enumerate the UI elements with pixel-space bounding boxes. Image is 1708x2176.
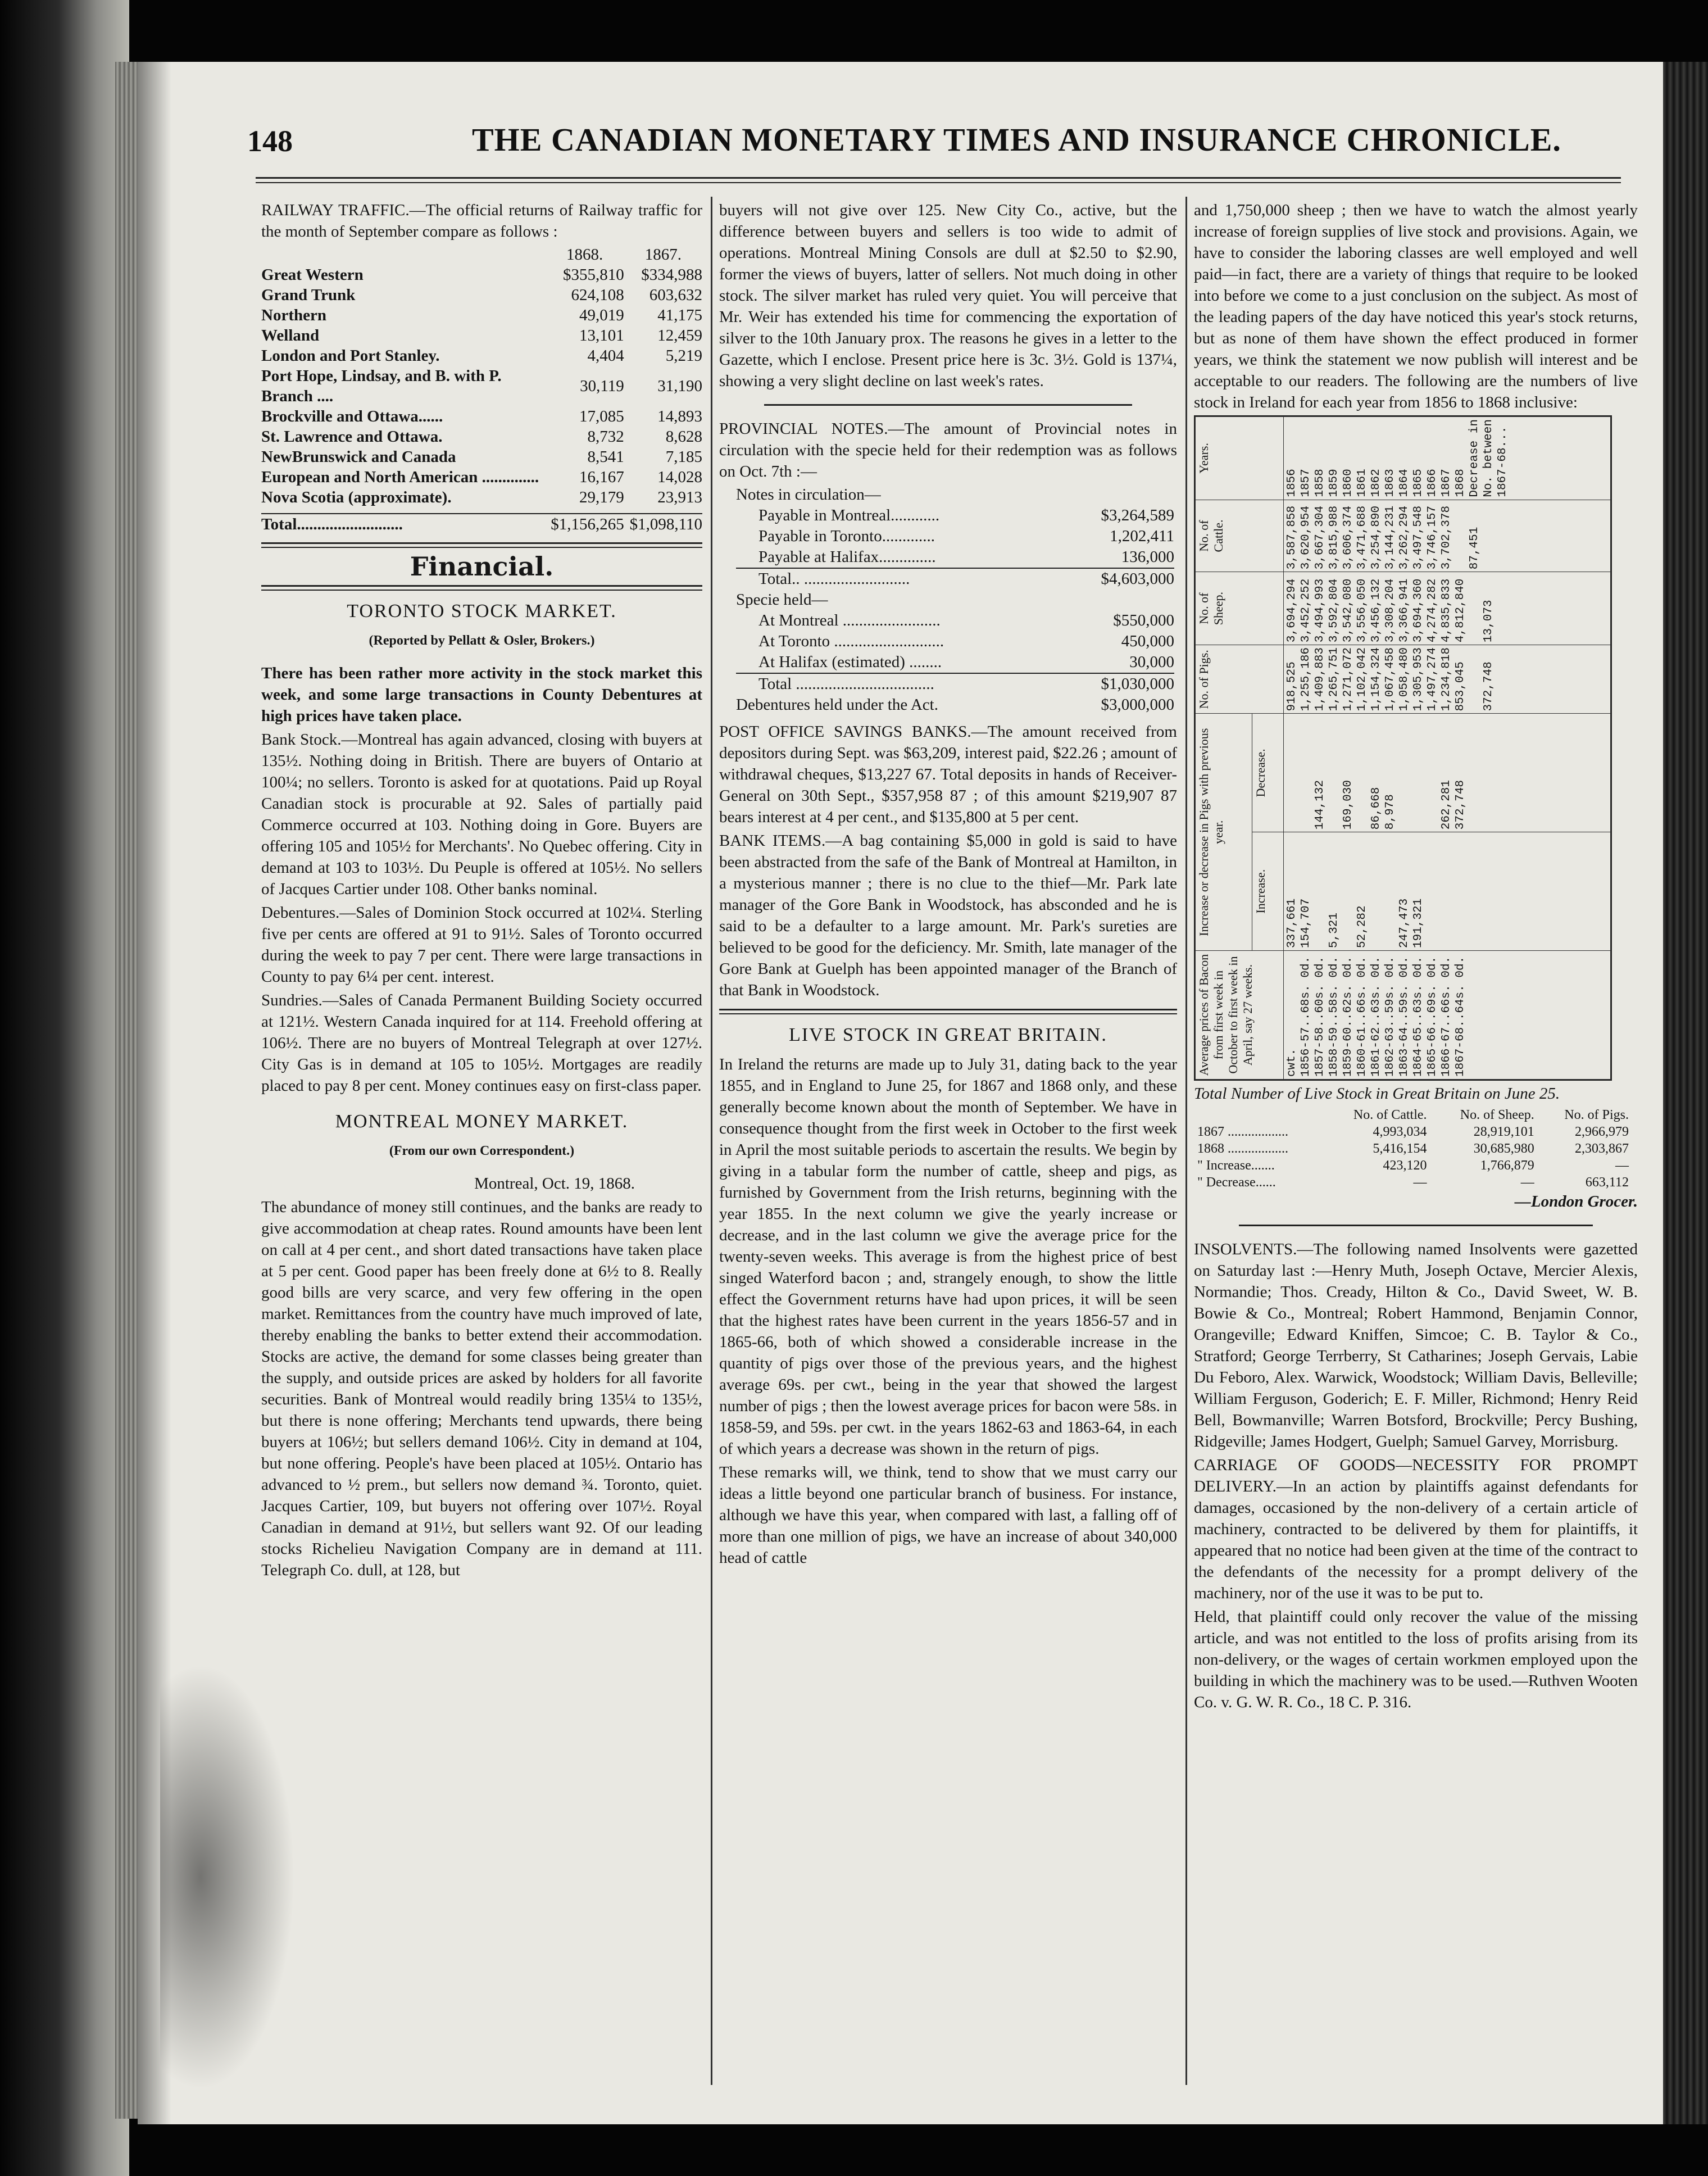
page-stack-right bbox=[1660, 62, 1708, 2124]
gb-pigs: 663,112 bbox=[1585, 1175, 1629, 1190]
debentures-label: Debentures held under the Act. bbox=[736, 696, 938, 714]
gb-livestock-table bbox=[1194, 1107, 1632, 1191]
ledger-row bbox=[736, 652, 1174, 673]
traffic-1867: 12,459 bbox=[657, 327, 702, 344]
traffic-1867: 603,632 bbox=[649, 286, 702, 304]
gb-head-cattle: No. of Cattle. bbox=[1353, 1108, 1427, 1122]
traffic-header-1868: 1868. bbox=[566, 246, 603, 264]
traffic-line-name: London and Port Stanley. bbox=[261, 347, 440, 365]
traffic-line-name: Nova Scotia (approximate). bbox=[261, 488, 452, 506]
masthead-title: THE CANADIAN MONETARY TIMES AND INSURANCE CHRONICLE. bbox=[472, 121, 1561, 158]
railway-traffic-table bbox=[261, 244, 702, 534]
notes-total-value: $4,603,000 bbox=[1101, 570, 1174, 588]
traffic-total-1867: $1,098,110 bbox=[629, 515, 702, 533]
live-stock-heading: LIVE STOCK IN GREAT BRITAIN. bbox=[789, 1024, 1107, 1045]
gb-row-label: " Decrease...... bbox=[1197, 1175, 1276, 1190]
debentures-value: $3,000,000 bbox=[1101, 696, 1174, 714]
ornament-rule bbox=[764, 404, 1132, 406]
montreal-continued: buyers will not give over 125. New City Co., active, but the difference between buyers and sellers is too wide to admit of operations. Montreal Mining Consols are dull at $2.50 to $2.90, former the views of buyers, latter of sellers. Not much doing in other stock. The silver market has ruled very quiet. You will perceive that Mr. Weir has extended his time for commencing the exportation of silver to the 10th January prox. The reasons he gives in a letter to the Gazette, which I enclose. Present price here is 3c. 3½. Gold is 137¼, showing a very slight decline on last week's rates. bbox=[719, 201, 1177, 390]
traffic-row bbox=[261, 325, 702, 346]
traffic-row bbox=[261, 467, 702, 487]
col-cattle: 3,587,858 3,620,954 3,667,304 3,815,988 3,606,374 3,471,688 3,254,890 3,144,231 3,262,294 3,497,548 3,746,157 3,702,378 87,451 bbox=[1283, 500, 1610, 572]
col-increase: 337,661 154,707 5,321 52,282 247,473 191,321 bbox=[1283, 832, 1610, 951]
gb-row bbox=[1194, 1140, 1632, 1157]
held: Held, that plaintiff could only recover the value of the missing article, and was not entitled to the loss of profits arising from its non-delivery, or the wages of certain workmen employed upon the building in which the machinery was to be used.—Ruthven Wooten Co. v. G. W. R. Co., 18 C. P. 316. bbox=[1194, 1608, 1638, 1711]
traffic-row bbox=[261, 265, 702, 285]
ledger-label: Payable at Halifax.............. bbox=[758, 548, 936, 566]
specie-rows bbox=[736, 610, 1174, 673]
traffic-1868: 13,101 bbox=[579, 327, 624, 344]
traffic-1868: 17,085 bbox=[579, 407, 624, 425]
ledger-label: At Montreal ........................ bbox=[758, 611, 941, 629]
toronto-para-1: There has been rather more activity in the stock market this week, and some large transactions in County Debentures at high prices have taken place. bbox=[261, 664, 702, 725]
column-divider bbox=[711, 197, 712, 2085]
ledger-row bbox=[736, 610, 1174, 631]
traffic-row bbox=[261, 366, 702, 406]
traffic-line-name: Grand Trunk bbox=[261, 286, 356, 304]
traffic-row bbox=[261, 346, 702, 366]
gb-row bbox=[1194, 1174, 1632, 1191]
gb-sheep: — bbox=[1520, 1175, 1534, 1190]
ledger-row bbox=[736, 505, 1174, 526]
toronto-stock-heading: TORONTO STOCK MARKET. bbox=[347, 601, 617, 622]
th-years: Years. bbox=[1196, 417, 1284, 500]
financial-heading: Financial. bbox=[410, 551, 554, 582]
traffic-line-name: Great Western bbox=[261, 266, 364, 284]
section-rule bbox=[261, 585, 702, 591]
traffic-row bbox=[261, 305, 702, 325]
gb-source: —London Grocer. bbox=[1514, 1193, 1638, 1211]
ledger-row bbox=[736, 526, 1174, 547]
montreal-para-1: The abundance of money still continues, and the banks are ready to give accommodation at cheap rates. Round amounts have been lent on call at 4 per cent., and short dated transactions have taken place at 5 per cent. Good paper has been freely done at 6½ to 8. Really good bills are very scarce, and very few offering in the open market. Remittances from the country have much improved of late, thereby enabling the banks to better extend their accommodation. Stocks are active, the demand for some classes being greater than the supply, and outside prices are asked by holders for all favorite securities. Bank of Montreal would readily bring 135¼ to 135½, but there is none offering; Merchants tend upwards, there being buyers at 106½; but sellers demand 106½. City in demand at 104, but none offering. People's have been placed at 105½. Ontario has advanced to ½ prem., but sellers now demand ¾. Toronto, quiet. Jacques Cartier, 109, but buyers not offering over 107½. Royal Canadian in demand at 91½, but sellers want 92. Of our leading stocks Richelieu Navigation Company are in demand at 111. Telegraph Co. dull, at 128, but bbox=[261, 1198, 702, 1579]
th-decrease: Decrease. bbox=[1252, 714, 1283, 832]
traffic-line-name: European and North American .............. bbox=[261, 468, 539, 486]
traffic-1868: $355,810 bbox=[563, 266, 624, 284]
column-2 bbox=[719, 200, 1177, 1571]
traffic-line-name: Welland bbox=[261, 327, 320, 344]
traffic-line-name: Northern bbox=[261, 306, 326, 324]
ledger-label: At Toronto ........................... bbox=[758, 632, 944, 650]
gb-rows bbox=[1194, 1123, 1632, 1191]
traffic-1868: 8,732 bbox=[587, 428, 624, 446]
gb-row-label: 1868 .................. bbox=[1197, 1141, 1288, 1156]
traffic-row bbox=[261, 406, 702, 427]
gb-sheep: 30,685,980 bbox=[1473, 1141, 1534, 1156]
traffic-1868: 624,108 bbox=[571, 286, 624, 304]
traffic-1867: 41,175 bbox=[657, 306, 702, 324]
traffic-total-1868: $1,156,265 bbox=[551, 515, 624, 533]
ornament-rule bbox=[1239, 1225, 1593, 1226]
traffic-line-name: NewBrunswick and Canada bbox=[261, 448, 456, 466]
traffic-1868: 4,404 bbox=[587, 347, 624, 365]
specie-total-label: Total .................................. bbox=[758, 675, 934, 693]
ledger-value: 1,202,411 bbox=[1110, 527, 1174, 545]
col-pigs: 918,525 1,255,186 1,409,883 1,265,751 1,271,072 1,102,042 1,154,324 1,067,458 1,058,480 1,305,953 1,497,274 1,234,818 853,045 372,748 bbox=[1283, 645, 1610, 714]
traffic-1868: 29,179 bbox=[579, 488, 624, 506]
traffic-rows bbox=[261, 265, 702, 507]
ledger-value: $550,000 bbox=[1113, 611, 1174, 629]
header-rule bbox=[256, 177, 1621, 183]
avg-values: 1856-57..68s. 0d. 1857-58..60s. 0d. 1858-59..58s. 0d. 1859-60..62s. 0d. 1860-61..66s. 0d. 1861-62..63s. 0d. 1862-63..59s. 0d. 1863-64..59s. 0d. 1864-65..63s. 0d. 1865-66..69s. 0d. 1866-67..66s. 0d. 1867-68..64s. 0d. bbox=[1299, 956, 1467, 1077]
newspaper-page bbox=[138, 62, 1663, 2124]
cwt-label: cwt. bbox=[1285, 1048, 1298, 1077]
gb-row-label: 1867 .................. bbox=[1197, 1125, 1288, 1139]
th-pigs: No. of Pigs. bbox=[1196, 645, 1284, 714]
live-stock-continued: and 1,750,000 sheep ; then we have to watch the almost yearly increase of foreign supplies of live stock and provisions. Again, we have to consider the laboring classes are well employed and well paid—in fact, there are a variety of things that require to be looked into before we come to a just conclusion on the subject. As most of the leading papers of the day have noticed this year's stock returns, but as none of them have shown the effect produced in former years, we think the statement we now publish will interest and be acceptable to our readers. The following are the numbers of live stock in Ireland for each year from 1856 to 1868 inclusive: bbox=[1194, 201, 1638, 411]
traffic-1868: 30,119 bbox=[580, 377, 624, 395]
traffic-1867: 5,219 bbox=[665, 347, 702, 365]
traffic-1867: 7,185 bbox=[665, 448, 702, 466]
traffic-header-1867: 1867. bbox=[644, 246, 682, 264]
gb-cattle: 4,993,034 bbox=[1373, 1125, 1427, 1139]
traffic-1867: $334,988 bbox=[641, 266, 702, 284]
traffic-1867: 14,893 bbox=[657, 407, 702, 425]
specie-label: Specie held— bbox=[736, 591, 828, 609]
irish-livestock-table bbox=[1194, 415, 1612, 1081]
gb-row bbox=[1194, 1123, 1632, 1140]
toronto-para-3: Debentures.—Sales of Dominion Stock occurred at 102¼. Sterling five per cents are offered at 91 to 91½. Sales of Toronto occurred during the week to pay 7 per cent. There were large transactions in County to pay 6¼ per cent. interest. bbox=[261, 904, 702, 986]
provincial-notes-intro: PROVINCIAL NOTES.—The amount of Provincial notes in circulation with the specie held for their redemption was as follows on Oct. 7th :— bbox=[719, 420, 1177, 480]
traffic-row bbox=[261, 487, 702, 507]
live-stock-para-1: In Ireland the returns are made up to July 31, dating back to the year 1855, and in England to June 25, for 1867 and 1868 only, and these generally become known about the month of September. We have in consequence thought from the first week in October to the first week in April the most suitable periods to ascertain the results. We begin by giving in a tabular form the number of cattle, sheep and pigs, as furnished by Government from the Irish returns, beginning with the year 1855. In the next column we give the yearly increase or decrease, and in the last column we give the average price for the twenty-seven weeks. This average is from the highest price of best singed Waterford bacon ; and, strangely enough, to show the little effect the Government returns have had upon prices, it will be seen that the highest rates have been current in the years 1856-57 and in 1865-66, both of which showed a considerable increase in the quantity of pigs over those of the previous years, and the highest average 69s. per cwt., being in the year that showed the largest number of pigs ; then the lowest average prices for bacon were 58s. in 1858-59, and 59s. per cwt. in the years 1862-63 and 1863-64, in each of which years a decrease was shown in the return of pigs. bbox=[719, 1055, 1177, 1458]
gb-row-label: " Increase....... bbox=[1197, 1158, 1275, 1173]
ledger-value: 450,000 bbox=[1121, 632, 1174, 650]
traffic-1868: 16,167 bbox=[579, 468, 624, 486]
traffic-1868: 8,541 bbox=[587, 448, 624, 466]
montreal-money-heading: MONTREAL MONEY MARKET. bbox=[335, 1111, 629, 1132]
toronto-stock-byline: (Reported by Pellatt & Osler, Brokers.) bbox=[369, 633, 595, 648]
gb-caption: Total Number of Live Stock in Great Britain on June 25. bbox=[1194, 1085, 1560, 1103]
traffic-1867: 8,628 bbox=[665, 428, 702, 446]
ledger-label: Payable in Montreal............ bbox=[758, 506, 940, 524]
traffic-total-label: Total.......................... bbox=[261, 515, 403, 533]
th-avg: Average prices of Bacon from first week in October to first week in April, say 27 weeks. bbox=[1196, 951, 1284, 1080]
section-rule bbox=[719, 1009, 1177, 1014]
th-sheep: No. of Sheep. bbox=[1196, 572, 1284, 645]
col-avg bbox=[1283, 951, 1610, 1080]
post-office-savings: POST OFFICE SAVINGS BANKS.—The amount received from depositors during Sept. was $63,209, interest paid, $22.26 ; amount of withdrawal cheques, $13,227 67. Total deposits in hands of Receiver-General on 30th Sept., $357,958 87 ; of this amount $219,907 87 bears interest at 4 per cent., and $135,800 at 5 per cent. bbox=[719, 723, 1177, 826]
gb-pigs: 2,966,979 bbox=[1575, 1125, 1629, 1139]
gb-cattle: 5,416,154 bbox=[1373, 1141, 1427, 1156]
ledger-row bbox=[736, 631, 1174, 652]
specie-total-value: $1,030,000 bbox=[1101, 675, 1174, 693]
column-3 bbox=[1194, 200, 1638, 1715]
gb-pigs: 2,303,867 bbox=[1575, 1141, 1629, 1156]
th-incdec: Increase or decrease in Pigs with previous year. bbox=[1196, 714, 1252, 951]
traffic-row bbox=[261, 447, 702, 467]
ledger-row bbox=[736, 547, 1174, 568]
gb-head-sheep: No. of Sheep. bbox=[1460, 1108, 1534, 1122]
th-cattle: No. of Cattle. bbox=[1196, 500, 1284, 572]
montreal-dateline: Montreal, Oct. 19, 1868. bbox=[474, 1175, 635, 1193]
toronto-para-4: Sundries.—Sales of Canada Permanent Building Society occurred at 121½. Western Canada inquired for at 114. Freehold offering at 106½. There are no buyers of Montreal Telegraph at over 127½. City Gas is in demand at 105 to 105½. Mortgages are readily placed to pay 8 per cent. Money continues easy on first-class paper. bbox=[261, 991, 702, 1095]
column-1 bbox=[261, 200, 702, 1583]
traffic-row bbox=[261, 427, 702, 447]
ledger-value: $3,264,589 bbox=[1101, 506, 1174, 524]
gb-row bbox=[1194, 1157, 1632, 1174]
ledger-label: Payable in Toronto............. bbox=[758, 527, 935, 545]
notes-total-label: Total.. .......................... bbox=[758, 570, 910, 588]
page-number: 148 bbox=[247, 124, 293, 158]
montreal-money-byline: (From our own Correspondent.) bbox=[389, 1144, 575, 1158]
gb-sheep: 1,766,879 bbox=[1480, 1158, 1534, 1173]
traffic-1867: 31,190 bbox=[657, 377, 702, 395]
traffic-1867: 23,913 bbox=[657, 488, 702, 506]
col-sheep: 3,694,294 3,452,252 3,494,993 3,592,804 3,542,080 3,556,050 3,456,132 3,308,204 3,366,941 3,694,360 4,274,282 4,835,833 4,812,840 13,073 bbox=[1283, 572, 1610, 645]
notes-label: Notes in circulation— bbox=[736, 486, 881, 504]
carriage-of-goods: CARRIAGE OF GOODS—NECESSITY FOR PROMPT DELIVERY.—In an action by plaintiffs against defendants for damages, occasioned by the non-delivery of a certain article of machinery, contracted to be delivered by them for plaintiffs, it appeared that no notice had been given at the time of the contract to the defendants of the necessity for a prompt delivery of the machinery, nor of the use it was to be put to. bbox=[1194, 1456, 1638, 1602]
insolvents: INSOLVENTS.—The following named Insolvents were gazetted on Saturday last :—Henry Muth, Joseph Octave, Mercier Alexis, Normandie; Thos. Cready, Hilton & Co., David Sweet, W. B. Bowie & Co., Montreal; Robert Hammond, Benjamin Connor, Orangeville; Edward Kniffen, Simcoe; C. B. Taylor & Co., Stratford; George Terrberry, St Catharines; Joseph Gervais, Labie Du Feboro, Alex. Warwick, Woodstock; William Davis, Belleville; William Ferguson, Goderich; E. F. Miller, Richmond; Henry Reid Bell, Bowmanville; Warren Botsford, Brockville; Percy Bushing, Ridgeville; James Hodgert, Guelph; Samuel Garvey, Morrisburg. bbox=[1194, 1240, 1638, 1450]
ledger-value: 136,000 bbox=[1121, 548, 1174, 566]
thumb-shadow bbox=[160, 1663, 295, 2091]
notes-rows bbox=[736, 505, 1174, 568]
traffic-line-name: Port Hope, Lindsay, and B. with P. Branch .... bbox=[261, 367, 502, 405]
gb-sheep: 28,919,101 bbox=[1473, 1125, 1534, 1139]
gb-pigs: — bbox=[1615, 1158, 1629, 1173]
page-stack-edge bbox=[115, 62, 138, 2119]
book-spine bbox=[0, 0, 129, 2176]
traffic-line-name: St. Lawrence and Ottawa. bbox=[261, 428, 443, 446]
traffic-1868: 49,019 bbox=[579, 306, 624, 324]
gb-head-pigs: No. of Pigs. bbox=[1564, 1108, 1629, 1122]
col-decrease: 144,132 169,030 86,668 8,978 262,281 372,748 bbox=[1283, 714, 1610, 832]
th-increase: Increase. bbox=[1252, 832, 1283, 951]
ledger-label: At Halifax (estimated) ........ bbox=[758, 653, 942, 671]
section-rule bbox=[261, 542, 702, 548]
page-header bbox=[247, 121, 1652, 171]
live-stock-para-2: These remarks will, we think, tend to show that we must carry our ideas a little beyond one particular branch of business. For instance, although we have this year, when compared with last, a falling off of more than one million of pigs, we have an increase of about 340,000 head of cattle bbox=[719, 1463, 1177, 1567]
traffic-1867: 14,028 bbox=[657, 468, 702, 486]
traffic-line-name: Brockville and Ottawa...... bbox=[261, 407, 443, 425]
column-divider bbox=[1185, 197, 1187, 2085]
traffic-row bbox=[261, 285, 702, 305]
col-years: 1856 1857 1858 1859 1860 1861 1862 1863 1864 1865 1866 1867 1868 Decrease in No. between 1867-68... bbox=[1283, 417, 1610, 500]
ledger-value: 30,000 bbox=[1129, 653, 1174, 671]
bank-items: BANK ITEMS.—A bag containing $5,000 in gold is said to have been abstracted from the safe of the Bank of Montreal at Hamilton, in a mysterious manner ; there is no clue to the thief—Mr. Park late manager of the Gore Bank in Woodstock, has absconded and he is said to be a defaulter to a large amount. Mr. Park's sureties are believed to be good for the deficiency. Mr. Smith, late manager of the Gore Bank at Guelph has been appointed manager of the Branch of that Bank in Woodstock. bbox=[719, 832, 1177, 999]
gb-cattle: — bbox=[1413, 1175, 1427, 1190]
railway-traffic-intro: RAILWAY TRAFFIC.—The official returns of Railway traffic for the month of September compare as follows : bbox=[261, 201, 702, 241]
toronto-para-2: Bank Stock.—Montreal has again advanced, closing with buyers at 135½. Nothing doing in British. There are buyers of Ontario at 100¼; no sellers. Toronto is asked for at quotations. Paid up Royal Canadian stock is procurable at 92. Sales of partially paid Commerce occurred at 103. Nothing doing in Gore. Buyers are offering 105 and 105½ for Merchants'. No Quebec offering. City in demand at 103 to 103½. Du Peuple is offered at 105½. No sellers of Jacques Cartier under 108. Other banks nominal. bbox=[261, 731, 702, 898]
provincial-notes-table bbox=[736, 484, 1174, 715]
gb-cattle: 423,120 bbox=[1383, 1158, 1427, 1173]
